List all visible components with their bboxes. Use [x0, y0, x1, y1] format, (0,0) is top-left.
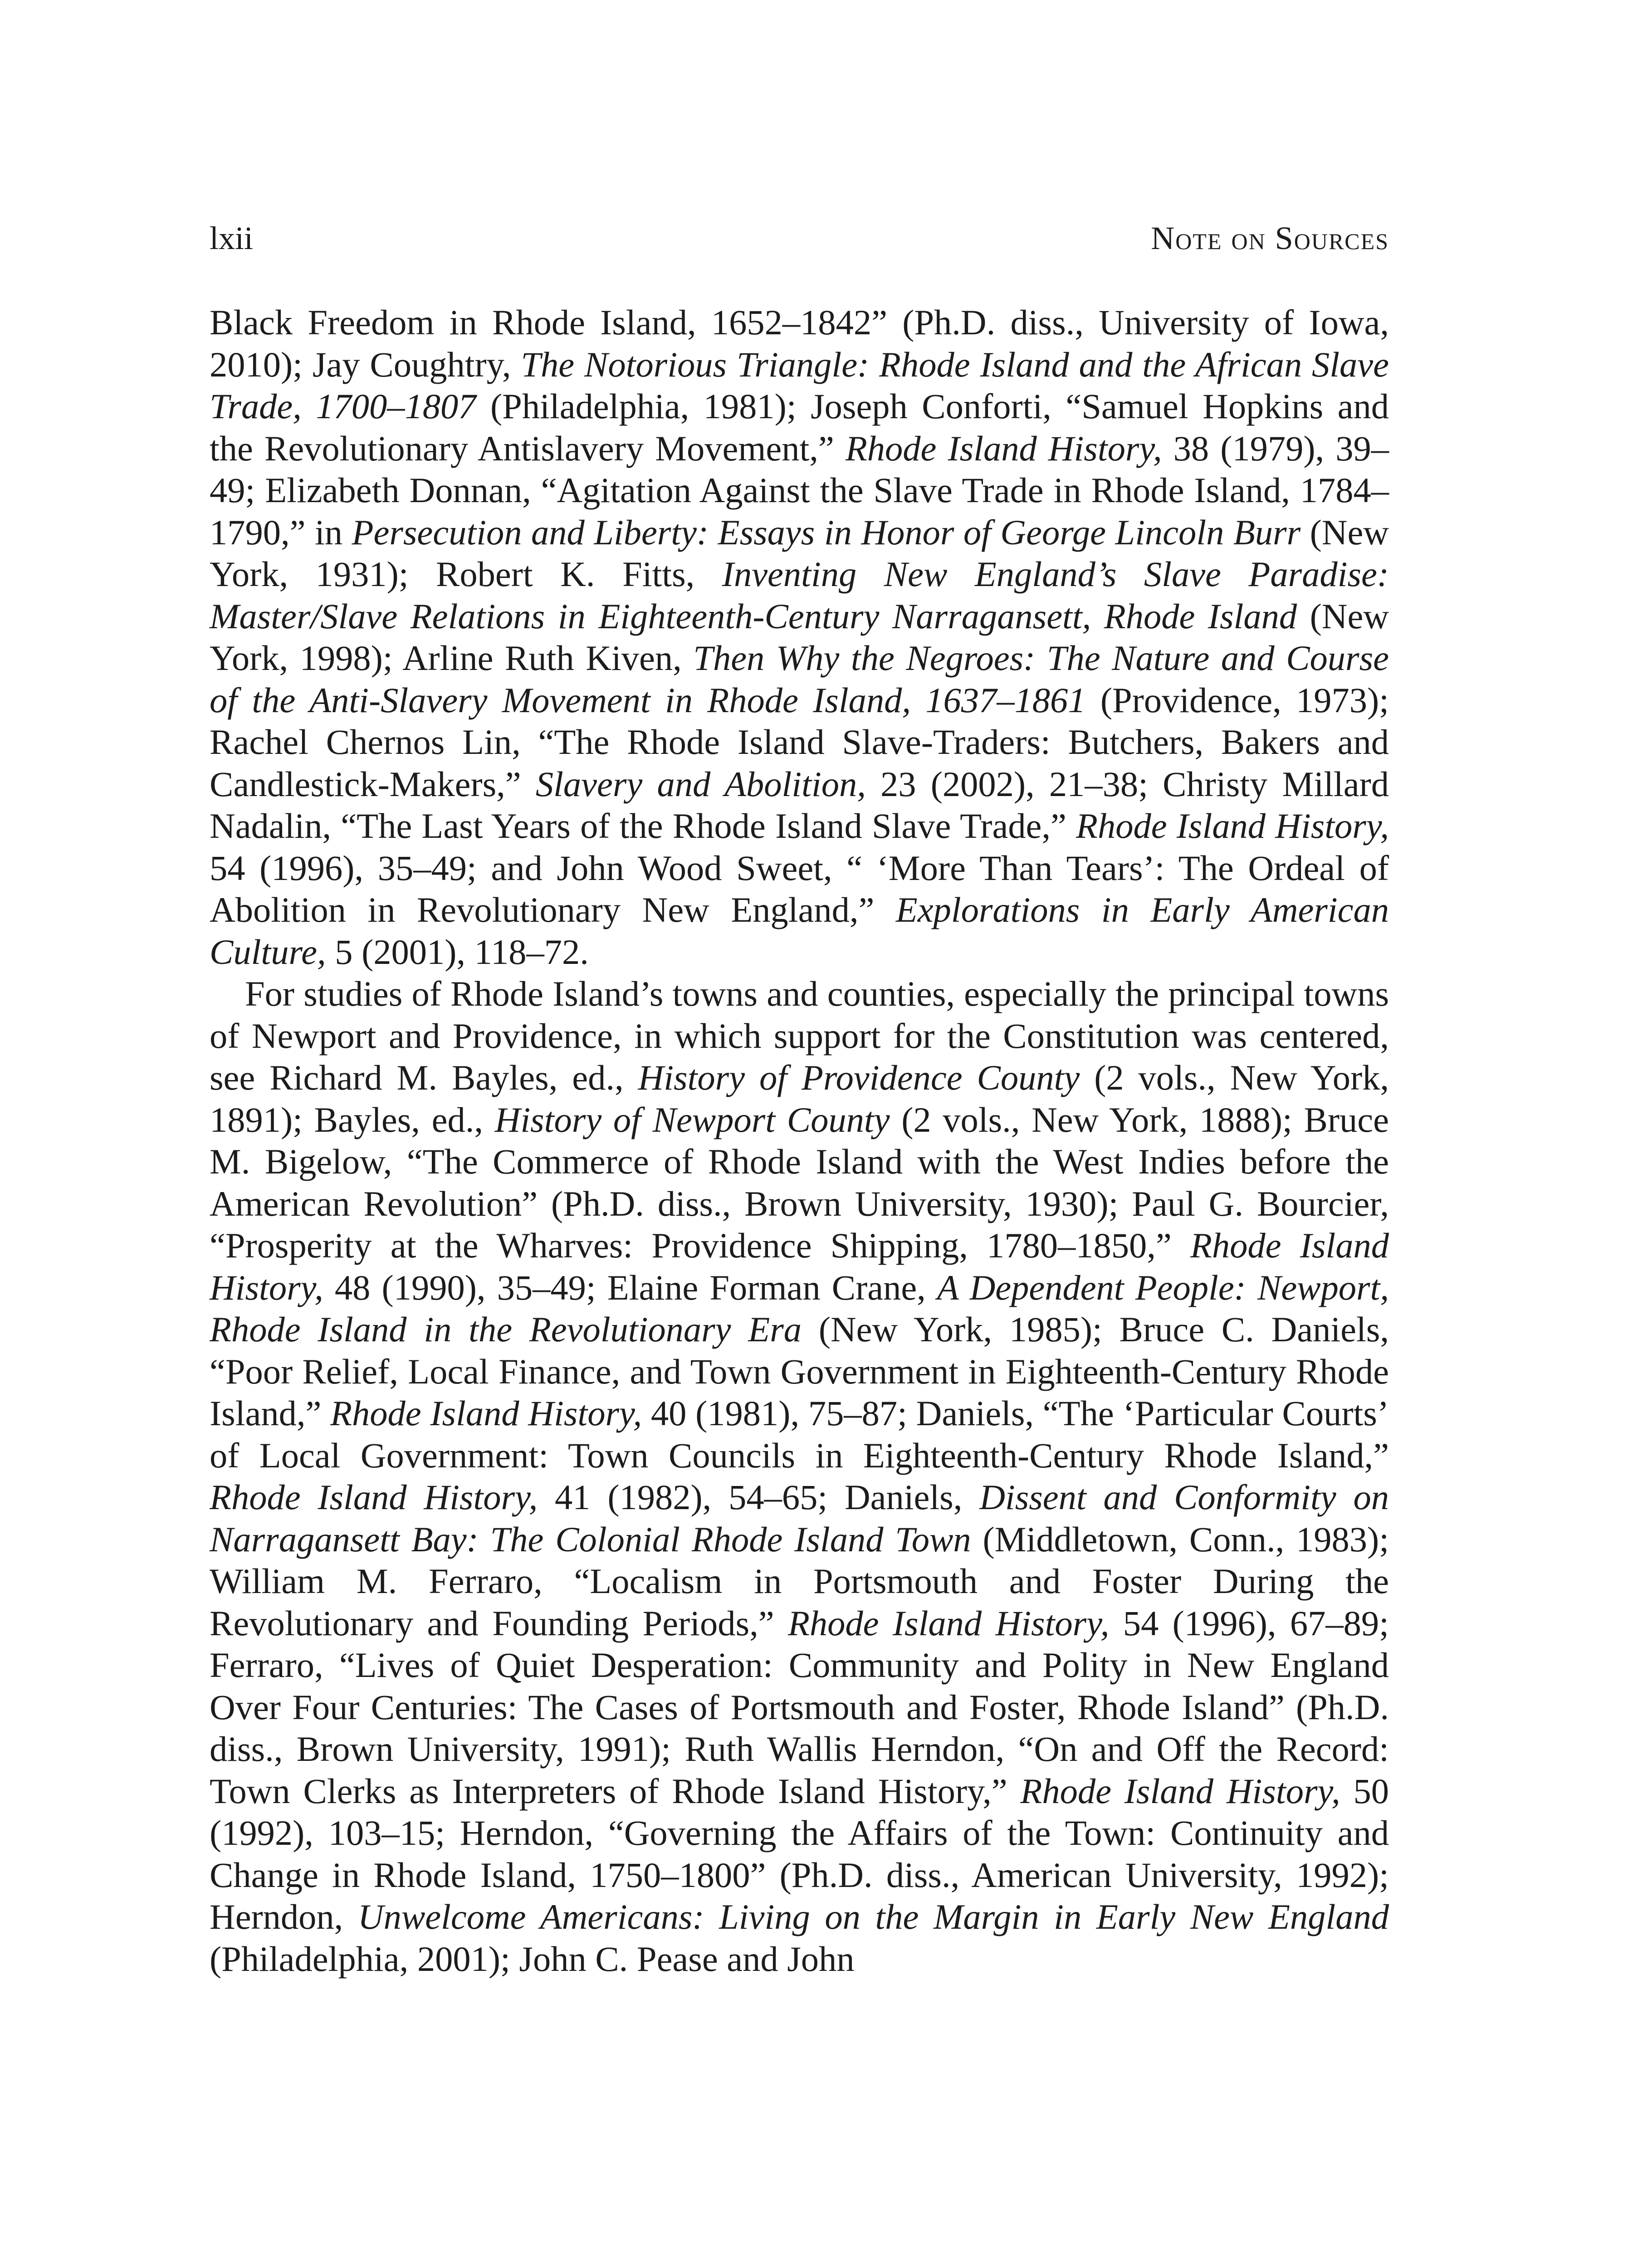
italic-title: Rhode Island History, [1076, 806, 1389, 846]
text-run: (New York, 1998); Arline Ruth Kiven, [210, 596, 1389, 678]
text-run: (Philadelphia, 2001); John C. Pease and John [210, 1939, 855, 1979]
running-head [210, 218, 1389, 259]
italic-title: Explorations in Early American Culture, [210, 890, 1389, 972]
italic-title: Rhode Island History, [210, 1477, 538, 1517]
text-run: (New York, 1985); Bruce C. Daniels, “Poor Relief, Local Finance, and Town Government in Eighteenth-Century Rhode Island,” [210, 1310, 1389, 1433]
text-run: (2 vols., New York, 1891); Bayles, ed., [210, 1058, 1389, 1139]
text-run: 40 (1981), 75–87; Daniels, “The ‘Particular Courts’ of Local Government: Town Councils in Eighteenth-Century Rhode Island,” [210, 1393, 1389, 1475]
text-run: Black Freedom in Rhode Island, 1652–1842” (Ph.D. diss., University of Iowa, 2010); Jay Coughtry, [210, 303, 1389, 384]
text-run: (Providence, 1973); Rachel Chernos Lin, “The Rhode Island Slave-Traders: Butchers, Bakers and Candlestick-Makers,” [210, 680, 1389, 804]
italic-title: Rhode Island History, [1020, 1771, 1340, 1811]
text-run: 50 (1992), 103–15; Herndon, “Governing the Affairs of the Town: Continuity and Change in Rhode Island, 1750–1800” (Ph.D. diss., American University, 1992); Herndon, [210, 1771, 1389, 1936]
italic-title: Unwelcome Americans: Living on the Margin in Early New England [357, 1897, 1389, 1936]
italic-title: Dissent and Conformity on Narragansett Bay: The Colonial Rhode Island Town [210, 1477, 1389, 1559]
text-run: 41 (1982), 54–65; Daniels, [538, 1477, 980, 1517]
text-run: (Middletown, Conn., 1983); William M. Ferraro, “Localism in Portsmouth and Foster During the Revolutionary and Founding Periods,” [210, 1519, 1389, 1643]
paragraph-towns-and-counties [210, 973, 1389, 1980]
body-text [210, 302, 1389, 1980]
paragraph-bibliography-slavery [210, 302, 1389, 973]
italic-title: History of Providence County [638, 1058, 1080, 1097]
italic-title: Slavery and Abolition, [535, 764, 866, 804]
text-run: 5 (2001), 118–72. [326, 932, 589, 972]
italic-title: Rhode Island History, [330, 1393, 642, 1433]
text-run: (Philadelphia, 1981); Joseph Conforti, “Samuel Hopkins and the Revolutionary Antislavery Movement,” [210, 386, 1389, 468]
text-run: For studies of Rhode Island’s towns and counties, especially the principal towns of Newport and Providence, in which support for the Constitution was centered, see Richard M. Bayles, ed., [210, 974, 1389, 1097]
italic-title: Rhode Island History, [787, 1603, 1110, 1643]
italic-title: A Dependent People: Newport, Rhode Island in the Revolutionary Era [210, 1267, 1389, 1349]
italic-title: Inventing New England’s Slave Paradise: Master/Slave Relations in Eighteenth-Century Narragansett, Rhode Island [210, 554, 1389, 636]
text-run: 23 (2002), 21–38; Christy Millard Nadalin, “The Last Years of the Rhode Island Slave Trade,” [210, 764, 1389, 846]
italic-title: Then Why the Negroes: The Nature and Course of the Anti-Slavery Movement in Rhode Island, 1637–1861 [210, 638, 1389, 720]
text-run: 54 (1996), 67–89; Ferraro, “Lives of Quiet Desperation: Community and Polity in New England Over Four Centuries: The Cases of Portsmouth and Foster, Rhode Island” (Ph.D. diss., Brown University, 1991); Ruth Wallis Herndon, “On and Off the Record: Town Clerks as Interpreters of Rhode Island History,” [210, 1603, 1389, 1811]
text-run: 48 (1990), 35–49; Elaine Forman Crane, [323, 1267, 937, 1307]
italic-title: History of Newport County [494, 1100, 890, 1139]
text-run: 54 (1996), 35–49; and John Wood Sweet, “ ‘More Than Tears’: The Ordeal of Abolition in Revolutionary New England,” [210, 848, 1389, 929]
italic-title: The Notorious Triangle: Rhode Island and the African Slave Trade, 1700–1807 [210, 344, 1389, 426]
italic-title: Rhode Island History, [210, 1226, 1389, 1307]
italic-title: Rhode Island History, [845, 428, 1162, 468]
italic-title: Persecution and Liberty: Essays in Honor of George Lincoln Burr [352, 512, 1301, 552]
text-run: 38 (1979), 39–49; Elizabeth Donnan, “Agitation Against the Slave Trade in Rhode Island, 1784–1790,” in [210, 428, 1389, 552]
text-run: (2 vols., New York, 1888); Bruce M. Bigelow, “The Commerce of Rhode Island with the West Indies before the American Revolution” (Ph.D. diss., Brown University, 1930); Paul G. Bourcier, “Prosperity at the Wharves: Providence Shipping, 1780–1850,” [210, 1100, 1389, 1265]
text-run: (New York, 1931); Robert K. Fitts, [210, 512, 1389, 594]
page-number: lxii [210, 220, 254, 256]
section-title: Note on Sources [1151, 220, 1389, 256]
